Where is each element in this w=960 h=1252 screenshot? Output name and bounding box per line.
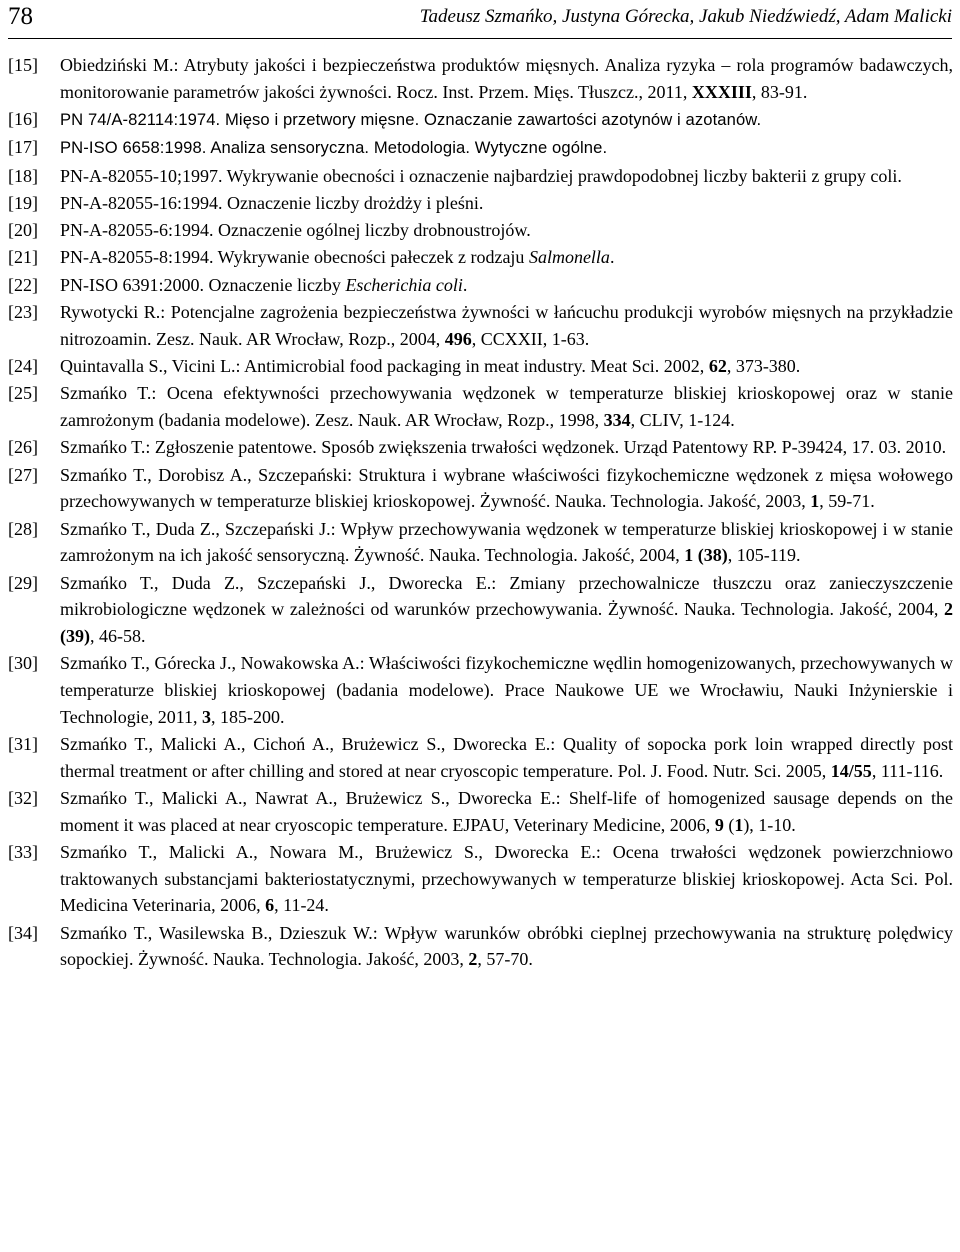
reference-segment: Szmańko T.: Zgłoszenie patentowe. Sposób zwiększenia trwałości wędzonek. Urząd Patentowy RP. P-39424, 17. 03. 2010. bbox=[60, 437, 947, 458]
reference-text bbox=[60, 138, 607, 157]
reference-segment: Szmańko T., Wasilewska B., Dzieszuk W.: Wpływ warunków obróbki cieplnej przechowywania na strukturę polędwicy sopockiej. Żywność. Nauka. Technologia. Jakość, 2003, bbox=[60, 922, 953, 970]
reference-number: [30] bbox=[8, 653, 38, 674]
reference-item bbox=[8, 462, 953, 515]
reference-segment: Szmańko T., Duda Z., Szczepański J., Dworecka E.: Zmiany przechowalnicze tłuszczu oraz zanieczyszczenie mikrobiologiczne wędzonek w zależności od warunków przechowywania. Żywność. Nauka. Technologia. Jakość, 2004, bbox=[60, 572, 953, 620]
reference-segment: PN-A-82055-16:1994. Oznaczenie liczby drożdży i pleśni. bbox=[60, 192, 484, 213]
reference-item bbox=[8, 839, 953, 919]
reference-volume: 2 (39) bbox=[60, 599, 953, 647]
reference-text bbox=[60, 734, 953, 781]
reference-number: [34] bbox=[8, 922, 38, 943]
reference-item bbox=[8, 920, 953, 973]
reference-text bbox=[60, 383, 953, 430]
reference-text bbox=[60, 166, 902, 186]
reference-segment: PN-ISO 6658:1998. Analiza sensoryczna. Metodologia. Wytyczne ogólne. bbox=[60, 138, 608, 158]
reference-text bbox=[60, 923, 953, 970]
reference-segment: Rywotycki R.: Potencjalne zagrożenia bezpieczeństwa żywności w łańcuchu produkcji wyrobów mięsnych na przykładzie nitrozoamin. Zesz. Nauk. AR Wrocław, Rozp., 2004, bbox=[60, 302, 953, 349]
reference-segment: , 373-380. bbox=[726, 356, 801, 377]
reference-number: [19] bbox=[8, 192, 38, 213]
reference-volume: 62 bbox=[708, 356, 727, 377]
reference-number: [29] bbox=[8, 572, 38, 593]
reference-number: [25] bbox=[8, 383, 38, 404]
reference-item bbox=[8, 570, 953, 650]
reference-segment: , CCXXII, 1-63. bbox=[471, 328, 590, 349]
reference-number: [17] bbox=[8, 137, 38, 158]
page-header bbox=[8, 2, 952, 32]
reference-segment: . bbox=[462, 274, 468, 295]
reference-item bbox=[8, 650, 953, 730]
reference-segment: PN 74/A-82114:1974. Mięso i przetwory mięsne. Oznaczanie zawartości azotynów i azotanów. bbox=[60, 110, 762, 129]
reference-volume: 14/55 bbox=[830, 760, 872, 781]
reference-segment: ( bbox=[723, 814, 735, 835]
reference-item bbox=[8, 353, 953, 380]
reference-number: [18] bbox=[8, 165, 38, 186]
reference-text bbox=[60, 275, 467, 295]
reference-segment: , 185-200. bbox=[211, 706, 285, 727]
reference-text bbox=[60, 193, 483, 213]
reference-number: [20] bbox=[8, 220, 38, 241]
reference-segment: Szmańko T., Malicki A., Cichoń A., Brużewicz S., Dworecka E.: Quality of sopocka pork loin wrapped directly post thermal treatment or after chilling and stored at near cryoscopic temperature. Pol. J. Food. Nutr. Sci. 2005, bbox=[60, 734, 953, 781]
reference-number: [24] bbox=[8, 356, 38, 377]
reference-item bbox=[8, 106, 953, 134]
reference-segment: Szmańko T., Malicki A., Nawrat A., Brużewicz S., Dworecka E.: Shelf-life of homogenized sausage depends on the moment it was placed at near cryoscopic temperature. EJPAU, Veterinary Medicine, 2006, bbox=[60, 788, 953, 835]
reference-volume: XXXIII bbox=[691, 81, 752, 102]
reference-item bbox=[8, 52, 953, 105]
page-number: 78 bbox=[8, 3, 33, 30]
reference-item bbox=[8, 134, 953, 162]
reference-segment: PN-A-82055-10;1997. Wykrywanie obecności i oznaczenie najbardziej prawdopodobnej liczby bakterii z grupy coli. bbox=[60, 165, 902, 186]
reference-segment: , 59-71. bbox=[819, 491, 875, 512]
reference-segment: Szmańko T.: Ocena efektywności przechowywania wędzonek w temperaturze bliskiej krioskopowej oraz w stanie zamrożonym (badania modelowe). Zesz. Nauk. AR Wrocław, Rozp., 1998, bbox=[60, 383, 953, 431]
reference-italic-term: Salmonella bbox=[528, 247, 610, 268]
reference-text bbox=[60, 302, 953, 349]
reference-volume: 496 bbox=[444, 328, 472, 349]
reference-item bbox=[8, 272, 953, 299]
reference-segment: PN-A-82055-8:1994. Wykrywanie obecności pałeczek z rodzaju bbox=[60, 247, 529, 268]
reference-text bbox=[60, 220, 531, 240]
reference-segment: , CLIV, 1-124. bbox=[630, 410, 735, 431]
reference-number: [21] bbox=[8, 247, 38, 268]
reference-number: [33] bbox=[8, 842, 38, 863]
running-head-authors: Tadeusz Szmańko, Justyna Górecka, Jakub Niedźwiedź, Adam Malicki bbox=[419, 6, 952, 27]
reference-text bbox=[60, 110, 761, 129]
header-rule bbox=[8, 38, 952, 39]
reference-text bbox=[60, 519, 953, 566]
reference-segment: , 111-116. bbox=[871, 760, 944, 781]
reference-number: [23] bbox=[8, 302, 38, 323]
reference-item bbox=[8, 731, 953, 784]
reference-item bbox=[8, 163, 953, 190]
reference-item bbox=[8, 217, 953, 244]
reference-text bbox=[60, 55, 953, 102]
reference-number: [22] bbox=[8, 274, 38, 295]
reference-segment: . bbox=[609, 247, 615, 268]
reference-volume: 1 (38) bbox=[684, 545, 728, 566]
reference-segment: Quintavalla S., Vicini L.: Antimicrobial food packaging in meat industry. Meat Sci. 2002, bbox=[60, 356, 709, 377]
reference-number: [27] bbox=[8, 464, 38, 485]
reference-item bbox=[8, 785, 953, 838]
reference-number: [28] bbox=[8, 518, 38, 539]
reference-text bbox=[60, 788, 953, 835]
reference-item bbox=[8, 299, 953, 352]
reference-volume: 2 bbox=[468, 949, 478, 970]
reference-volume: 3 bbox=[202, 706, 212, 727]
reference-segment: , 105-119. bbox=[727, 545, 801, 566]
reference-segment: , 11-24. bbox=[274, 895, 329, 916]
reference-item bbox=[8, 190, 953, 217]
reference-text bbox=[60, 653, 953, 726]
reference-segment: , 57-70. bbox=[477, 949, 533, 970]
reference-segment: Szmańko T., Górecka J., Nowakowska A.: Właściwości fizykochemiczne wędlin homogenizowanych, przechowywanych w temperaturze bliskiej krioskopowej (badania modelowe). Prace Naukowe UE we Wrocławiu, Nauki Inżynierskie i Technologie, 2011, bbox=[60, 653, 953, 727]
reference-segment: Szmańko T., Dorobisz A., Szczepański: Struktura i wybrane właściwości fizykochemiczne wędzonek z mięsa wołowego przechowywanych w temperaturze bliskiej krioskopowej. Żywność. Nauka. Technologia. Jakość, 2003, bbox=[60, 464, 953, 512]
reference-volume: 1 bbox=[734, 814, 744, 835]
reference-number: [32] bbox=[8, 788, 38, 809]
reference-text bbox=[60, 247, 614, 267]
reference-segment: PN-A-82055-6:1994. Oznaczenie ogólnej liczby drobnoustrojów. bbox=[60, 220, 531, 241]
reference-number: [31] bbox=[8, 734, 38, 755]
reference-text bbox=[60, 465, 953, 512]
reference-segment: , 83-91. bbox=[751, 81, 808, 102]
reference-segment: Szmańko T., Malicki A., Nowara M., Brużewicz S., Dworecka E.: Ocena trwałości wędzonek powierzchniowo traktowanych substancjami bakteriostatycznymi, przechowywanych w temperaturze bliskiej krioskopowej. Acta Sci. Pol. Medicina Veterinaria, 2006, bbox=[60, 842, 953, 916]
reference-item bbox=[8, 434, 953, 461]
reference-number: [16] bbox=[8, 109, 38, 129]
reference-text bbox=[60, 842, 953, 915]
reference-list bbox=[8, 52, 953, 974]
reference-item bbox=[8, 516, 953, 569]
reference-item bbox=[8, 380, 953, 433]
reference-segment: PN-ISO 6391:2000. Oznaczenie liczby bbox=[60, 274, 346, 295]
reference-item bbox=[8, 244, 953, 271]
reference-volume: 6 bbox=[265, 895, 275, 916]
reference-segment: ), 1-10. bbox=[743, 814, 796, 835]
reference-number: [15] bbox=[8, 55, 38, 75]
reference-volume: 9 bbox=[714, 814, 724, 835]
reference-volume: 1 bbox=[810, 491, 820, 512]
reference-text bbox=[60, 573, 953, 646]
reference-text bbox=[60, 356, 800, 376]
reference-text bbox=[60, 437, 946, 457]
reference-segment: Obiedziński M.: Atrybuty jakości i bezpieczeństwa produktów mięsnych. Analiza ryzyka – rola programów badawczych, monitorowanie parametrów jakości żywności. Rocz. Inst. Przem. Mięs. Tłuszcz., 2011, bbox=[60, 55, 953, 102]
reference-volume: 334 bbox=[603, 410, 631, 431]
reference-italic-term: Escherichia coli bbox=[345, 274, 463, 295]
reference-segment: , 46-58. bbox=[90, 626, 146, 647]
reference-segment: Szmańko T., Duda Z., Szczepański J.: Wpływ przechowywania wędzonek w temperaturze bliskiej krioskopowej i w stanie zamrożonym na ich jakość sensoryczną. Żywność. Nauka. Technologia. Jakość, 2004, bbox=[60, 518, 953, 566]
reference-number: [26] bbox=[8, 437, 38, 458]
